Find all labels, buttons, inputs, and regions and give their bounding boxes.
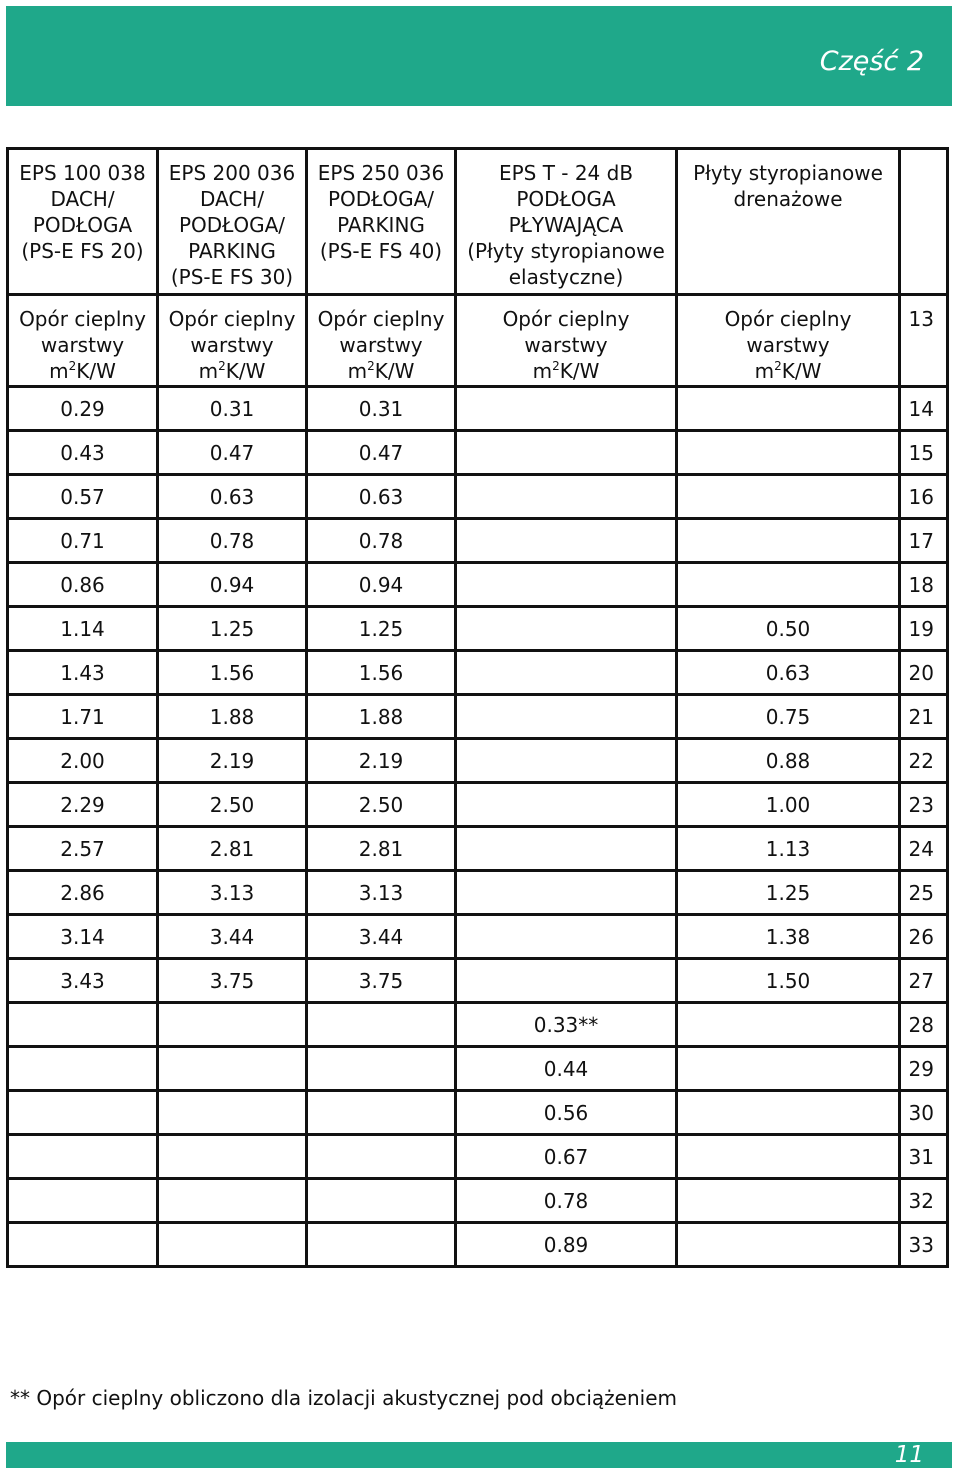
value-cell bbox=[456, 695, 677, 739]
table-row bbox=[8, 959, 948, 1003]
value-cell: 0.94 bbox=[307, 563, 456, 607]
unit-cell bbox=[456, 295, 677, 387]
table-row bbox=[8, 1047, 948, 1091]
product-header-cell bbox=[456, 149, 677, 295]
value-cell: 3.75 bbox=[307, 959, 456, 1003]
value-cell: 1.43 bbox=[8, 651, 158, 695]
value-cell bbox=[677, 1135, 900, 1179]
value-cell bbox=[456, 607, 677, 651]
table-row bbox=[8, 871, 948, 915]
unit-rest: K/W bbox=[559, 359, 600, 383]
unit-m: m bbox=[754, 359, 775, 383]
section-label: Część 2 bbox=[819, 46, 924, 77]
value-cell bbox=[456, 651, 677, 695]
thickness-cell: 17 bbox=[900, 519, 948, 563]
unit-label-line1: Opór cieplny bbox=[502, 307, 630, 331]
product-name-line: EPS 250 036 bbox=[317, 161, 445, 185]
product-name-line: PODŁOGA/ bbox=[178, 213, 286, 237]
value-cell: 1.56 bbox=[307, 651, 456, 695]
unit-cell bbox=[158, 295, 307, 387]
value-cell: 1.38 bbox=[677, 915, 900, 959]
thickness-cell: 29 bbox=[900, 1047, 948, 1091]
value-cell: 1.25 bbox=[158, 607, 307, 651]
product-name-line: PODŁOGA bbox=[32, 213, 133, 237]
product-name-line: DACH/ bbox=[50, 187, 115, 211]
value-cell: 1.25 bbox=[307, 607, 456, 651]
table-row bbox=[8, 607, 948, 651]
table-row bbox=[8, 827, 948, 871]
unit-label-line1: Opór cieplny bbox=[168, 307, 296, 331]
table-row bbox=[8, 387, 948, 431]
value-cell bbox=[677, 563, 900, 607]
value-cell: 2.86 bbox=[8, 871, 158, 915]
value-cell: 0.57 bbox=[8, 475, 158, 519]
table-row bbox=[8, 1135, 948, 1179]
thickness-cell: 33 bbox=[900, 1223, 948, 1267]
value-cell: 1.71 bbox=[8, 695, 158, 739]
footnote: ** Opór cieplny obliczono dla izolacji akustycznej pod obciążeniem bbox=[10, 1386, 678, 1410]
thickness-cell: 22 bbox=[900, 739, 948, 783]
unit-label-unit bbox=[308, 358, 454, 384]
unit-m: m bbox=[49, 359, 69, 383]
value-cell bbox=[307, 1135, 456, 1179]
product-header-cell bbox=[677, 149, 900, 295]
unit-label-line2: warstwy bbox=[746, 333, 830, 357]
unit-label-unit bbox=[9, 358, 156, 384]
value-cell: 0.86 bbox=[8, 563, 158, 607]
value-cell bbox=[677, 1091, 900, 1135]
table-row bbox=[8, 431, 948, 475]
value-cell: 0.29 bbox=[8, 387, 158, 431]
value-cell: 2.19 bbox=[307, 739, 456, 783]
value-cell: 3.43 bbox=[8, 959, 158, 1003]
unit-exponent: 2 bbox=[218, 359, 226, 373]
thickness-cell: 13 bbox=[900, 295, 948, 387]
value-cell bbox=[8, 1091, 158, 1135]
unit-rest: K/W bbox=[225, 359, 266, 383]
value-cell: 2.57 bbox=[8, 827, 158, 871]
value-cell bbox=[158, 1091, 307, 1135]
value-cell bbox=[456, 563, 677, 607]
product-name-line: (PS-E FS 20) bbox=[21, 239, 144, 263]
value-cell bbox=[456, 959, 677, 1003]
product-name-line: PARKING bbox=[337, 213, 425, 237]
value-cell: 0.94 bbox=[158, 563, 307, 607]
thickness-cell: 14 bbox=[900, 387, 948, 431]
value-cell bbox=[158, 1047, 307, 1091]
value-cell: 0.33** bbox=[456, 1003, 677, 1047]
value-cell bbox=[158, 1223, 307, 1267]
product-name-line: DACH/ bbox=[199, 187, 265, 211]
value-cell bbox=[677, 387, 900, 431]
unit-label-line2: warstwy bbox=[339, 333, 423, 357]
unit-row bbox=[8, 295, 948, 387]
value-cell: 1.88 bbox=[158, 695, 307, 739]
product-name-line: PŁYWAJĄCA bbox=[508, 213, 624, 237]
value-cell: 1.25 bbox=[677, 871, 900, 915]
value-cell bbox=[158, 1179, 307, 1223]
value-cell bbox=[456, 827, 677, 871]
unit-cell bbox=[8, 295, 158, 387]
unit-label-unit bbox=[678, 358, 898, 384]
product-name-line: elastyczne) bbox=[508, 265, 624, 289]
unit-exponent: 2 bbox=[367, 359, 375, 373]
value-cell: 2.19 bbox=[158, 739, 307, 783]
value-cell: 0.67 bbox=[456, 1135, 677, 1179]
value-cell bbox=[677, 431, 900, 475]
product-header-cell bbox=[8, 149, 158, 295]
thickness-cell: 26 bbox=[900, 915, 948, 959]
value-cell bbox=[307, 1047, 456, 1091]
value-cell: 0.89 bbox=[456, 1223, 677, 1267]
value-cell: 0.31 bbox=[158, 387, 307, 431]
unit-m: m bbox=[198, 359, 219, 383]
header-band bbox=[6, 6, 952, 106]
thermal-resistance-table bbox=[6, 147, 949, 1268]
value-cell: 2.81 bbox=[158, 827, 307, 871]
value-cell bbox=[8, 1179, 158, 1223]
thickness-cell: 25 bbox=[900, 871, 948, 915]
value-cell: 3.14 bbox=[8, 915, 158, 959]
thickness-cell: 18 bbox=[900, 563, 948, 607]
unit-rest: K/W bbox=[781, 359, 822, 383]
thickness-cell: 24 bbox=[900, 827, 948, 871]
value-cell bbox=[456, 739, 677, 783]
value-cell: 0.44 bbox=[456, 1047, 677, 1091]
unit-cell bbox=[677, 295, 900, 387]
unit-exponent: 2 bbox=[68, 359, 77, 373]
value-cell: 1.13 bbox=[677, 827, 900, 871]
product-name-line: Płyty styropianowe bbox=[693, 161, 883, 185]
product-header-cell bbox=[307, 149, 456, 295]
value-cell: 2.00 bbox=[8, 739, 158, 783]
value-cell: 0.47 bbox=[158, 431, 307, 475]
value-cell: 0.50 bbox=[677, 607, 900, 651]
product-name-line: (PS-E FS 40) bbox=[319, 239, 443, 263]
unit-label-line1: Opór cieplny bbox=[724, 307, 852, 331]
value-cell: 3.13 bbox=[158, 871, 307, 915]
value-cell: 3.13 bbox=[307, 871, 456, 915]
table-row bbox=[8, 739, 948, 783]
table-row bbox=[8, 1091, 948, 1135]
table-row bbox=[8, 1223, 948, 1267]
unit-label-line2: warstwy bbox=[40, 333, 125, 357]
value-cell: 2.81 bbox=[307, 827, 456, 871]
thickness-cell: 28 bbox=[900, 1003, 948, 1047]
value-cell: 0.78 bbox=[456, 1179, 677, 1223]
product-name-line: PODŁOGA/ bbox=[327, 187, 435, 211]
table-row bbox=[8, 475, 948, 519]
product-name-line: drenażowe bbox=[733, 187, 843, 211]
table-row bbox=[8, 563, 948, 607]
value-cell bbox=[8, 1135, 158, 1179]
value-cell bbox=[677, 519, 900, 563]
table-row bbox=[8, 651, 948, 695]
product-name-line: (Płyty styropianowe bbox=[467, 239, 665, 263]
unit-cell bbox=[307, 295, 456, 387]
value-cell: 0.56 bbox=[456, 1091, 677, 1135]
value-cell bbox=[677, 1047, 900, 1091]
value-cell: 0.63 bbox=[158, 475, 307, 519]
unit-rest: K/W bbox=[374, 359, 415, 383]
table-row bbox=[8, 915, 948, 959]
value-cell: 2.50 bbox=[307, 783, 456, 827]
unit-exponent: 2 bbox=[552, 359, 560, 373]
value-cell bbox=[307, 1179, 456, 1223]
table-row bbox=[8, 519, 948, 563]
unit-m: m bbox=[532, 359, 553, 383]
product-name-line: (PS-E FS 30) bbox=[170, 265, 294, 289]
value-cell bbox=[8, 1047, 158, 1091]
unit-label-line1: Opór cieplny bbox=[317, 307, 445, 331]
value-cell: 0.78 bbox=[158, 519, 307, 563]
value-cell: 2.50 bbox=[158, 783, 307, 827]
unit-label-unit bbox=[159, 358, 305, 384]
value-cell: 3.44 bbox=[158, 915, 307, 959]
value-cell bbox=[677, 475, 900, 519]
value-cell: 2.29 bbox=[8, 783, 158, 827]
thickness-cell: 32 bbox=[900, 1179, 948, 1223]
value-cell bbox=[677, 1003, 900, 1047]
product-name-line: EPS 100 038 bbox=[19, 161, 146, 185]
product-name-line: PODŁOGA bbox=[516, 187, 616, 211]
value-cell bbox=[456, 915, 677, 959]
table-row bbox=[8, 783, 948, 827]
value-cell bbox=[456, 387, 677, 431]
thickness-cell: 16 bbox=[900, 475, 948, 519]
table-row bbox=[8, 1003, 948, 1047]
page-number: 11 bbox=[894, 1442, 924, 1468]
value-cell: 1.88 bbox=[307, 695, 456, 739]
value-cell: 0.31 bbox=[307, 387, 456, 431]
thickness-cell: 20 bbox=[900, 651, 948, 695]
product-name-line: EPS T - 24 dB bbox=[498, 161, 634, 185]
thickness-cell: 21 bbox=[900, 695, 948, 739]
value-cell bbox=[158, 1135, 307, 1179]
value-cell: 1.00 bbox=[677, 783, 900, 827]
value-cell: 0.43 bbox=[8, 431, 158, 475]
thickness-cell: 30 bbox=[900, 1091, 948, 1135]
value-cell bbox=[456, 783, 677, 827]
thickness-cell: 15 bbox=[900, 431, 948, 475]
value-cell bbox=[456, 871, 677, 915]
value-cell: 0.47 bbox=[307, 431, 456, 475]
thickness-cell: 19 bbox=[900, 607, 948, 651]
table-row bbox=[8, 1179, 948, 1223]
thickness-cell: 23 bbox=[900, 783, 948, 827]
unit-exponent: 2 bbox=[774, 359, 782, 373]
product-header-cell bbox=[158, 149, 307, 295]
value-cell bbox=[158, 1003, 307, 1047]
product-name-line: PARKING bbox=[188, 239, 276, 263]
value-cell bbox=[8, 1223, 158, 1267]
value-cell: 1.56 bbox=[158, 651, 307, 695]
value-cell: 3.44 bbox=[307, 915, 456, 959]
value-cell bbox=[8, 1003, 158, 1047]
product-header-row bbox=[8, 149, 948, 295]
value-cell bbox=[456, 475, 677, 519]
thickness-header-cell bbox=[900, 149, 948, 295]
value-cell: 0.71 bbox=[8, 519, 158, 563]
thickness-cell: 27 bbox=[900, 959, 948, 1003]
product-name-line: EPS 200 036 bbox=[168, 161, 296, 185]
value-cell: 0.63 bbox=[677, 651, 900, 695]
value-cell: 0.88 bbox=[677, 739, 900, 783]
unit-label-line2: warstwy bbox=[190, 333, 274, 357]
value-cell: 0.63 bbox=[307, 475, 456, 519]
footer-band bbox=[6, 1442, 952, 1468]
value-cell: 1.50 bbox=[677, 959, 900, 1003]
value-cell bbox=[456, 519, 677, 563]
value-cell bbox=[307, 1003, 456, 1047]
value-cell: 1.14 bbox=[8, 607, 158, 651]
value-cell: 0.75 bbox=[677, 695, 900, 739]
table-row bbox=[8, 695, 948, 739]
value-cell: 0.78 bbox=[307, 519, 456, 563]
value-cell bbox=[677, 1179, 900, 1223]
value-cell bbox=[456, 431, 677, 475]
unit-m: m bbox=[347, 359, 368, 383]
value-cell bbox=[307, 1091, 456, 1135]
thickness-cell: 31 bbox=[900, 1135, 948, 1179]
value-cell: 3.75 bbox=[158, 959, 307, 1003]
unit-rest: K/W bbox=[76, 359, 116, 383]
value-cell bbox=[677, 1223, 900, 1267]
unit-label-line1: Opór cieplny bbox=[19, 307, 146, 331]
value-cell bbox=[307, 1223, 456, 1267]
unit-label-line2: warstwy bbox=[524, 333, 608, 357]
unit-label-unit bbox=[457, 358, 675, 384]
